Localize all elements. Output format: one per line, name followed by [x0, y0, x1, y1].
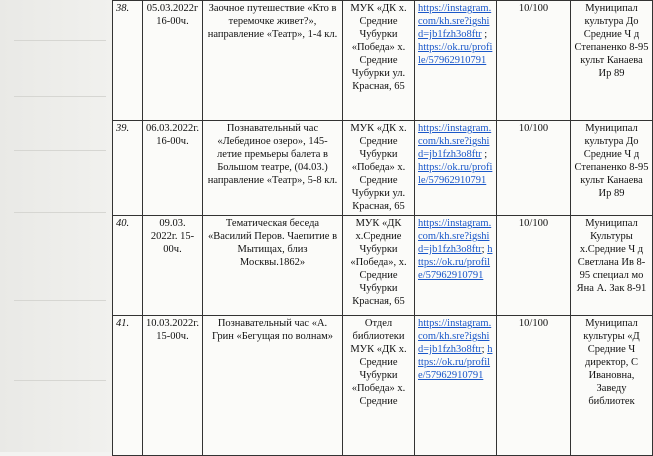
instagram-link[interactable]: https://instagram.com/kh.sre?igshid=jb1fzh3o8ftr: [418, 123, 492, 160]
event-date: 10.03.2022г. 15-00ч.: [143, 316, 203, 456]
table-row: [113, 216, 653, 316]
row-number: 38.: [113, 1, 143, 121]
table-row: [113, 316, 653, 456]
organizer-info: Муниципал культура До Средние Ч д Степаненко 8-95 культ Канаева Ир 89: [571, 121, 653, 216]
link-separator: ;: [481, 244, 485, 255]
organizer-info: Муниципал культуры «Д Средние Ч директор, С Ивановна, Заведу библиотек: [571, 316, 653, 456]
event-place: МУК «ДК х. Средние Чубурки «Победа» х. Средние Чубурки ул. Красная, 65: [343, 1, 415, 121]
link-separator: ;: [481, 344, 485, 355]
link-separator: ;: [481, 149, 488, 160]
events-schedule-table: [112, 0, 653, 456]
organizer-info: Муниципал культура До Средние Ч д Степаненко 8-95 культ Канаева Ир 89: [571, 1, 653, 121]
event-title: Заочное путешествие «Кто в теремочке живет?», направление «Театр», 1-4 кл.: [203, 1, 343, 121]
link-separator: ;: [481, 29, 488, 40]
event-place: Отдел библиотеки МУК «ДК х. Средние Чубурки «Победа» х. Средние: [343, 316, 415, 456]
event-title: Тематическая беседа «Василий Перов. Чаепитие в Мытищах, близ Москвы.1862»: [203, 216, 343, 316]
row-number: 40.: [113, 216, 143, 316]
previous-page-bleed: [0, 0, 112, 452]
ok-link[interactable]: https://ok.ru/profile/57962910791: [418, 244, 493, 281]
instagram-link[interactable]: https://instagram.com/kh.sre?igshid=jb1fzh3o8ftr: [418, 218, 492, 255]
event-date: 05.03.2022г 16-00ч.: [143, 1, 203, 121]
event-links: [415, 216, 497, 316]
ok-link[interactable]: https://ok.ru/profile/57962910791: [418, 162, 493, 186]
attendance-count: 10/100: [497, 216, 571, 316]
row-number: 39.: [113, 121, 143, 216]
event-links: [415, 316, 497, 456]
ok-link[interactable]: https://ok.ru/profile/57962910791: [418, 344, 493, 381]
event-place: МУК «ДК х. Средние Чубурки «Победа» х. Средние Чубурки ул. Красная, 65: [343, 121, 415, 216]
instagram-link[interactable]: https://instagram.com/kh.sre?igshid=jb1fzh3o8ftr: [418, 3, 492, 40]
event-title: Познавательный час «Лебединое озеро», 145-летие премьеры балета в Большом театре, (04.03.) направление «Театр», 5-8 кл.: [203, 121, 343, 216]
organizer-info: Муниципал Культуры х.Средние Ч д Светлана Ив 8-95 специал мо Яна А. Зак 8-91: [571, 216, 653, 316]
event-links: [415, 121, 497, 216]
row-number: 41.: [113, 316, 143, 456]
event-title: Познавательный час «А. Грин «Бегущая по волнам»: [203, 316, 343, 456]
table-row: [113, 121, 653, 216]
event-place: МУК «ДК х.Средние Чубурки «Победа», х. Средние Чубурки Красная, 65: [343, 216, 415, 316]
event-date: 06.03.2022г. 16-00ч.: [143, 121, 203, 216]
ok-link[interactable]: https://ok.ru/profile/57962910791: [418, 42, 493, 66]
instagram-link[interactable]: https://instagram.com/kh.sre?igshid=jb1fzh3o8ftr: [418, 318, 492, 355]
attendance-count: 10/100: [497, 121, 571, 216]
table-row: [113, 1, 653, 121]
attendance-count: 10/100: [497, 316, 571, 456]
event-date: 09.03. 2022г. 15-00ч.: [143, 216, 203, 316]
attendance-count: 10/100: [497, 1, 571, 121]
event-links: [415, 1, 497, 121]
